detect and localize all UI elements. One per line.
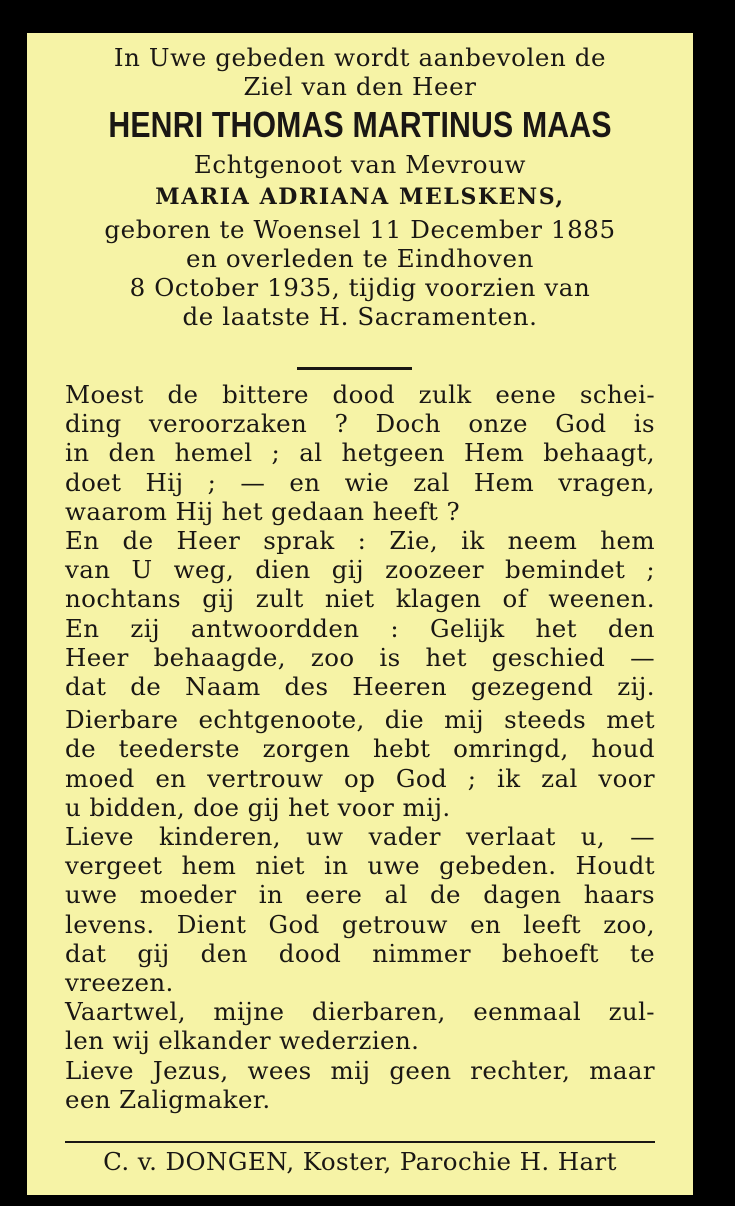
text-line: Heer behaagde, zoo is het geschied — <box>65 642 655 672</box>
text-line: Dierbare echtgenoote, die mij steeds met <box>65 705 655 735</box>
card-body <box>65 380 655 1114</box>
paragraph <box>65 705 655 822</box>
paragraph <box>65 997 655 1055</box>
sacraments-line: de laatste H. Sacramenten. <box>182 302 538 331</box>
text-line: moed en vertrouw op God ; ik zal voor <box>65 763 655 793</box>
intro-line-2: Ziel van den Heer <box>243 72 477 101</box>
spouse-name: MARIA ADRIANA MELSKENS, <box>155 184 565 210</box>
text-line: van U weg, dien gij zoozeer bemindet ; <box>65 555 655 585</box>
intro-line: In Uwe gebeden wordt aanbevolen de <box>113 43 607 72</box>
text-line: vergeet hem niet in uwe gebeden. Houdt <box>65 851 655 881</box>
text-line: waarom Hij het gedaan heeft ? <box>65 496 461 526</box>
text-line: En zij antwoordden : Gelijk het den <box>65 613 655 643</box>
text-line: ding veroorzaken ? Doch onze God is <box>65 409 655 439</box>
paragraph <box>65 380 655 526</box>
text-line: len wij elkander wederzien. <box>65 1026 420 1056</box>
deceased-name: HENRI THOMAS MARTINUS MAAS <box>108 104 612 145</box>
divider-long <box>65 1141 655 1143</box>
divider-short <box>297 367 412 370</box>
text-line: Lieve kinderen, uw vader verlaat u, — <box>65 822 655 852</box>
birth-line: geboren te Woensel 11 December 1885 <box>104 215 616 244</box>
card-header <box>27 43 693 331</box>
text-line: dat de Naam des Heeren gezegend zij. <box>65 672 655 702</box>
paragraph <box>65 526 655 701</box>
text-line: doet Hij ; — en wie zal Hem vragen, <box>65 467 655 497</box>
text-line: En de Heer sprak : Zie, ik neem hem <box>65 526 655 556</box>
text-line: nochtans gij zult niet klagen of weenen. <box>65 584 655 614</box>
text-line: Moest de bittere dood zulk eene schei- <box>65 380 655 409</box>
printer-credit: C. v. DONGEN, Koster, Parochie H. Hart <box>103 1147 617 1176</box>
paragraph <box>65 822 655 997</box>
text-line: uwe moeder in eere al de dagen haars <box>65 880 655 910</box>
death-date-line: 8 October 1935, tijdig voorzien van <box>129 273 591 302</box>
text-line: Lieve Jezus, wees mij geen rechter, maar <box>65 1055 655 1085</box>
text-line: een Zaligmaker. <box>65 1084 271 1114</box>
text-line: in den hemel ; al hetgeen Hem behaagt, <box>65 438 655 468</box>
text-line: dat gij den dood nimmer behoeft te <box>65 938 655 968</box>
text-line: u bidden, doe gij het voor mij. <box>65 792 451 822</box>
text-line: Vaartwel, mijne dierbaren, eenmaal zul- <box>65 997 655 1027</box>
death-line: en overleden te Eindhoven <box>186 244 534 273</box>
paragraph <box>65 1056 655 1114</box>
memorial-card <box>27 33 693 1195</box>
text-line: de teederste zorgen hebt omringd, houd <box>65 734 655 764</box>
spouse-intro: Echtgenoot van Mevrouw <box>193 150 527 179</box>
text-line: vreezen. <box>65 968 174 998</box>
text-line: levens. Dient God getrouw en leeft zoo, <box>65 909 655 939</box>
